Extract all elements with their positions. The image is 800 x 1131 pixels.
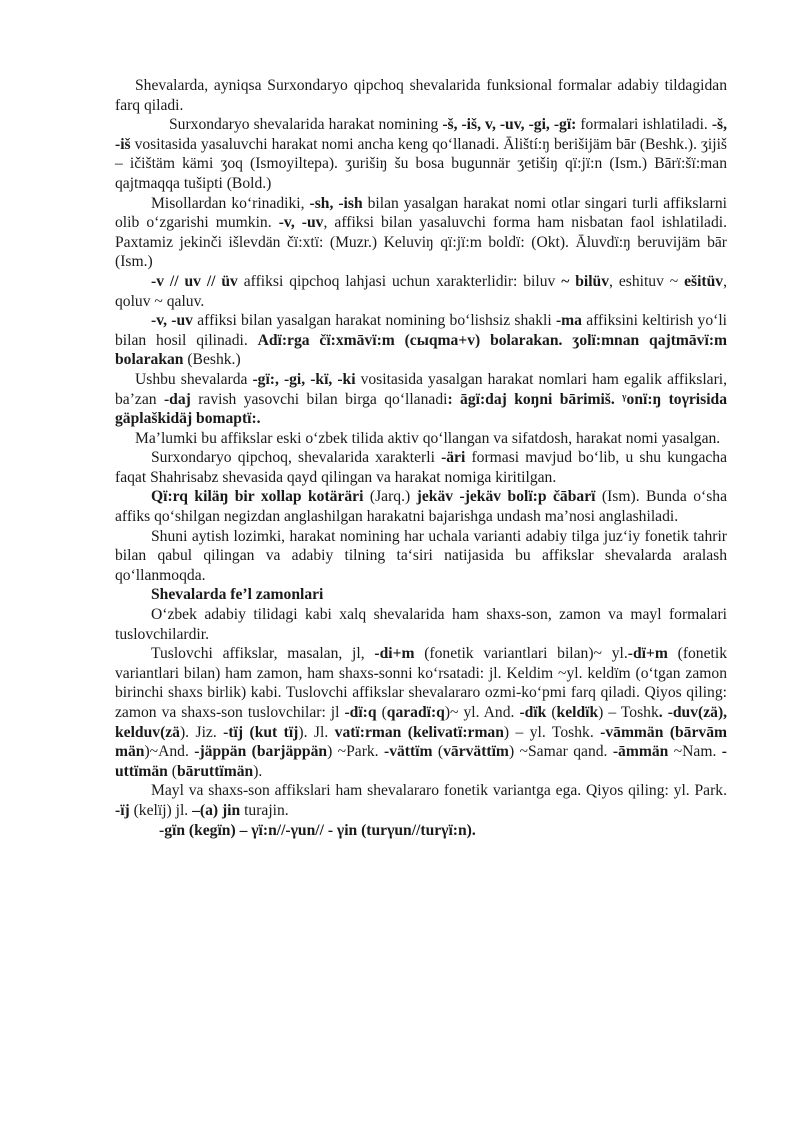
bold-text: ešitüv	[684, 272, 724, 290]
text-run: ) – Toshk	[598, 704, 659, 721]
paragraph	[115, 527, 727, 586]
document-page	[115, 76, 727, 840]
bold-text: -āmmän	[612, 743, 669, 761]
bold-text: -di+m	[374, 645, 415, 663]
text-run: Ma’lumki bu affikslar eski o‘zbek tilida aktiv qo‘llangan va sifatdosh, harakat nomi yasalgan.	[135, 429, 721, 447]
text-run: Shevalarda, ayniqsa Surxondaryo qipchoq shevalarida funksional formalar adabiy tildagidan farq qiladi.	[115, 77, 727, 114]
text-run: Ushbu shevalarda	[135, 370, 253, 388]
bold-text: bāruttïmän	[176, 762, 254, 780]
bold-text: -tïj (kut tïj	[223, 723, 299, 741]
text-run: ) ~Samar qand.	[508, 743, 613, 761]
text-run: affiksi qipchoq lahjasi uchun xarakterlidir: biluv	[237, 272, 562, 290]
bold-text: -jäppän (barjäppän	[194, 743, 328, 761]
bold-text: -uttïmän	[115, 743, 727, 780]
text-run: bilan yasalgan harakat nomi otlar singari turli affikslarni olib o‘zgarishi mumkin.	[115, 194, 728, 232]
paragraph	[115, 272, 727, 311]
bold-text: -dï+m	[627, 645, 668, 663]
text-run: ) ~Park.	[327, 743, 384, 761]
text-run: affiksi bilan yasalgan harakat nomining bo‘lishsiz shakli	[192, 312, 556, 330]
text-run: (Ism). Bunda o‘sha affiks qo‘shilgan negizdan anglashilgan harakatni bajarishga undash ma’nosi anglashiladi.	[115, 488, 728, 526]
text-run: (	[432, 743, 444, 761]
paragraph	[115, 76, 727, 115]
paragraph	[115, 605, 727, 644]
bold-text: -v, -uv	[278, 214, 324, 232]
bold-text: -dïk	[519, 704, 547, 721]
bold-text: -v, -uv	[151, 312, 193, 330]
text-run: vositasida yasaluvchi harakat nomi ancha keng qo‘llanadi. Āliští:ŋ berišijäm bār (Beshk.). ʒijiš – ičištäm kämi ʒoq (Ismoyiltepa). ʒurišiŋ šu bosa bugunnär ʒetišiŋ qï:jï:n (Ism.) Bārï:šï:man qajtmaqqa tušipti (Bold.)	[115, 135, 727, 192]
bold-text: vārvättïm	[443, 743, 509, 761]
text-run: Surxondaryo shevalarida harakat nomining	[169, 116, 443, 134]
paragraph	[115, 311, 727, 370]
text-run: , affiksi bilan yasaluvchi forma ham nisbatan faol ishlatiladi. Paxtamiz jekinči išlevdän čï:xtï: (Muzr.) Keluviŋ qï:jï:m boldï: (Okt). Āluvdï:ŋ beruvijäm bār (Ism.)	[115, 214, 728, 271]
paragraph	[115, 487, 727, 526]
text-run: ) – yl. Toshk.	[503, 723, 601, 741]
section-heading	[115, 585, 727, 605]
text-run: Shevalarda fe’l zamonlari	[151, 586, 324, 604]
text-run: (	[167, 762, 177, 780]
paragraph	[115, 194, 727, 272]
bold-text: -v // uv // üv	[151, 272, 238, 290]
text-run: )~And.	[144, 743, 195, 761]
text-run: Mayl va shaxs-son affikslari ham shevalararo fonetik variantga ega. Qiyos qiling: yl. Park.	[151, 782, 727, 800]
paragraph	[115, 644, 727, 781]
text-run: (Beshk.)	[183, 351, 241, 369]
bold-text: -gïn (kegïn) – γï:n//-γun// - γin (turγun//turγï:n).	[159, 821, 476, 839]
text-run: ).	[253, 762, 263, 780]
text-run: (	[546, 704, 557, 721]
text-run: Surxondaryo qipchoq, shevalarida xarakterli	[151, 449, 442, 467]
text-run: )~ yl. And.	[444, 704, 520, 721]
bold-text: -gï:, -gi, -kï, -ki	[252, 370, 356, 388]
bold-text: qaradï:q	[386, 704, 445, 721]
bold-text: jekäv -jekäv bolï:p čābarï	[416, 488, 596, 506]
bold-text: -ïj	[115, 801, 130, 819]
bold-text: -vāmmän (bārvām män	[115, 723, 727, 761]
text-run: formalari ishlatiladi.	[576, 116, 712, 134]
bold-text: -š, -iš, v, -uv, -gi, -gï:	[442, 116, 577, 134]
bold-text: Adï:rga čï:xmāvï:m (cыqma+v) bolarakan. ʒolï:mnan qajtmāvï:m bolarakan	[115, 331, 727, 369]
paragraph	[115, 429, 727, 449]
bold-text: –(a) jin	[192, 801, 241, 819]
bold-text: . -duv(zä), kelduv(zä	[115, 704, 728, 741]
text-run: Tuslovchi affikslar, masalan, jl,	[151, 645, 375, 663]
text-run: affiksini keltirish yo‘li bilan hosil qilinadi.	[115, 312, 728, 349]
text-run: ). Jiz.	[179, 723, 224, 741]
bold-text: -sh, -ish	[309, 194, 363, 212]
text-run: Shuni aytish lozimki, harakat nomining har uchala varianti adabiy tilga juz‘iy fonetik tahrir bilan qabul qilingan va adabiy tilning ta‘siri natijasida bu affikslar shevalarda aralash qo‘llanmoqda.	[115, 527, 727, 584]
paragraph	[115, 821, 727, 841]
paragraph	[115, 370, 727, 429]
text-run: turajin.	[240, 801, 289, 819]
bold-text: Qï:rq kiläŋ bir xollap kotäräri	[151, 488, 364, 506]
text-run: formasi mavjud bo‘lib, u shu kungacha faqat Shahrisabz shevasida qayd qilingan va harakat nomiga kiritilgan.	[115, 449, 728, 486]
text-run: , eshituv ~	[609, 272, 685, 290]
text-run: (fonetik variantlari bilan)~ yl.	[414, 645, 628, 663]
bold-text: ~ bilüv	[561, 272, 610, 290]
text-run: (Jarq.)	[363, 488, 417, 506]
text-run: Misollardan ko‘rinadiki,	[151, 194, 310, 212]
text-run: vositasida yasalgan harakat nomlari ham egalik affikslari, ba’zan	[115, 370, 728, 408]
text-run: (fonetik variantlari bilan) ham zamon, ham shaxs-sonni ko‘rsatadi: jl. Keldim ~yl. keldïm (o‘tgan zamon birinchi shaxs birlik) kabi. Tuslovchi affikslar shevalararo ozmi-ko‘pmi farq qiladi. Qiyos qiling: zamon va shaxs-son tuslovchilar: jl	[115, 645, 727, 721]
bold-text: keldïk	[556, 704, 599, 721]
text-run: (	[376, 704, 387, 721]
paragraph	[115, 115, 727, 193]
text-run: ravish yasovchi bilan birga qo‘llanadi	[190, 390, 448, 408]
text-run: ~Nam.	[668, 743, 722, 761]
bold-text: -ma	[555, 312, 582, 330]
bold-text: vatï:rman (kelivatï:rman	[334, 723, 504, 741]
bold-text: -vättïm	[384, 743, 433, 761]
text-run: , qoluv ~ qaluv.	[115, 272, 727, 310]
bold-text: -dï:q	[344, 704, 377, 721]
bold-text: -äri	[441, 449, 466, 467]
bold-text: -daj	[163, 390, 191, 408]
paragraph	[115, 448, 727, 487]
text-run: O‘zbek adabiy tilidagi kabi xalq shevalarida ham shaxs-son, zamon va mayl formalari tuslovchilardir.	[115, 606, 727, 643]
bold-text: -š, -iš	[115, 116, 727, 153]
text-run: ). Jl.	[298, 723, 335, 741]
bold-text: : āgï:daj koŋni bārimiš. ᵞonï:ŋ toγrisida gäplaškidäj bomaptï:.	[115, 390, 727, 428]
text-run: (kelïj) jl.	[129, 801, 193, 819]
paragraph	[115, 781, 727, 820]
